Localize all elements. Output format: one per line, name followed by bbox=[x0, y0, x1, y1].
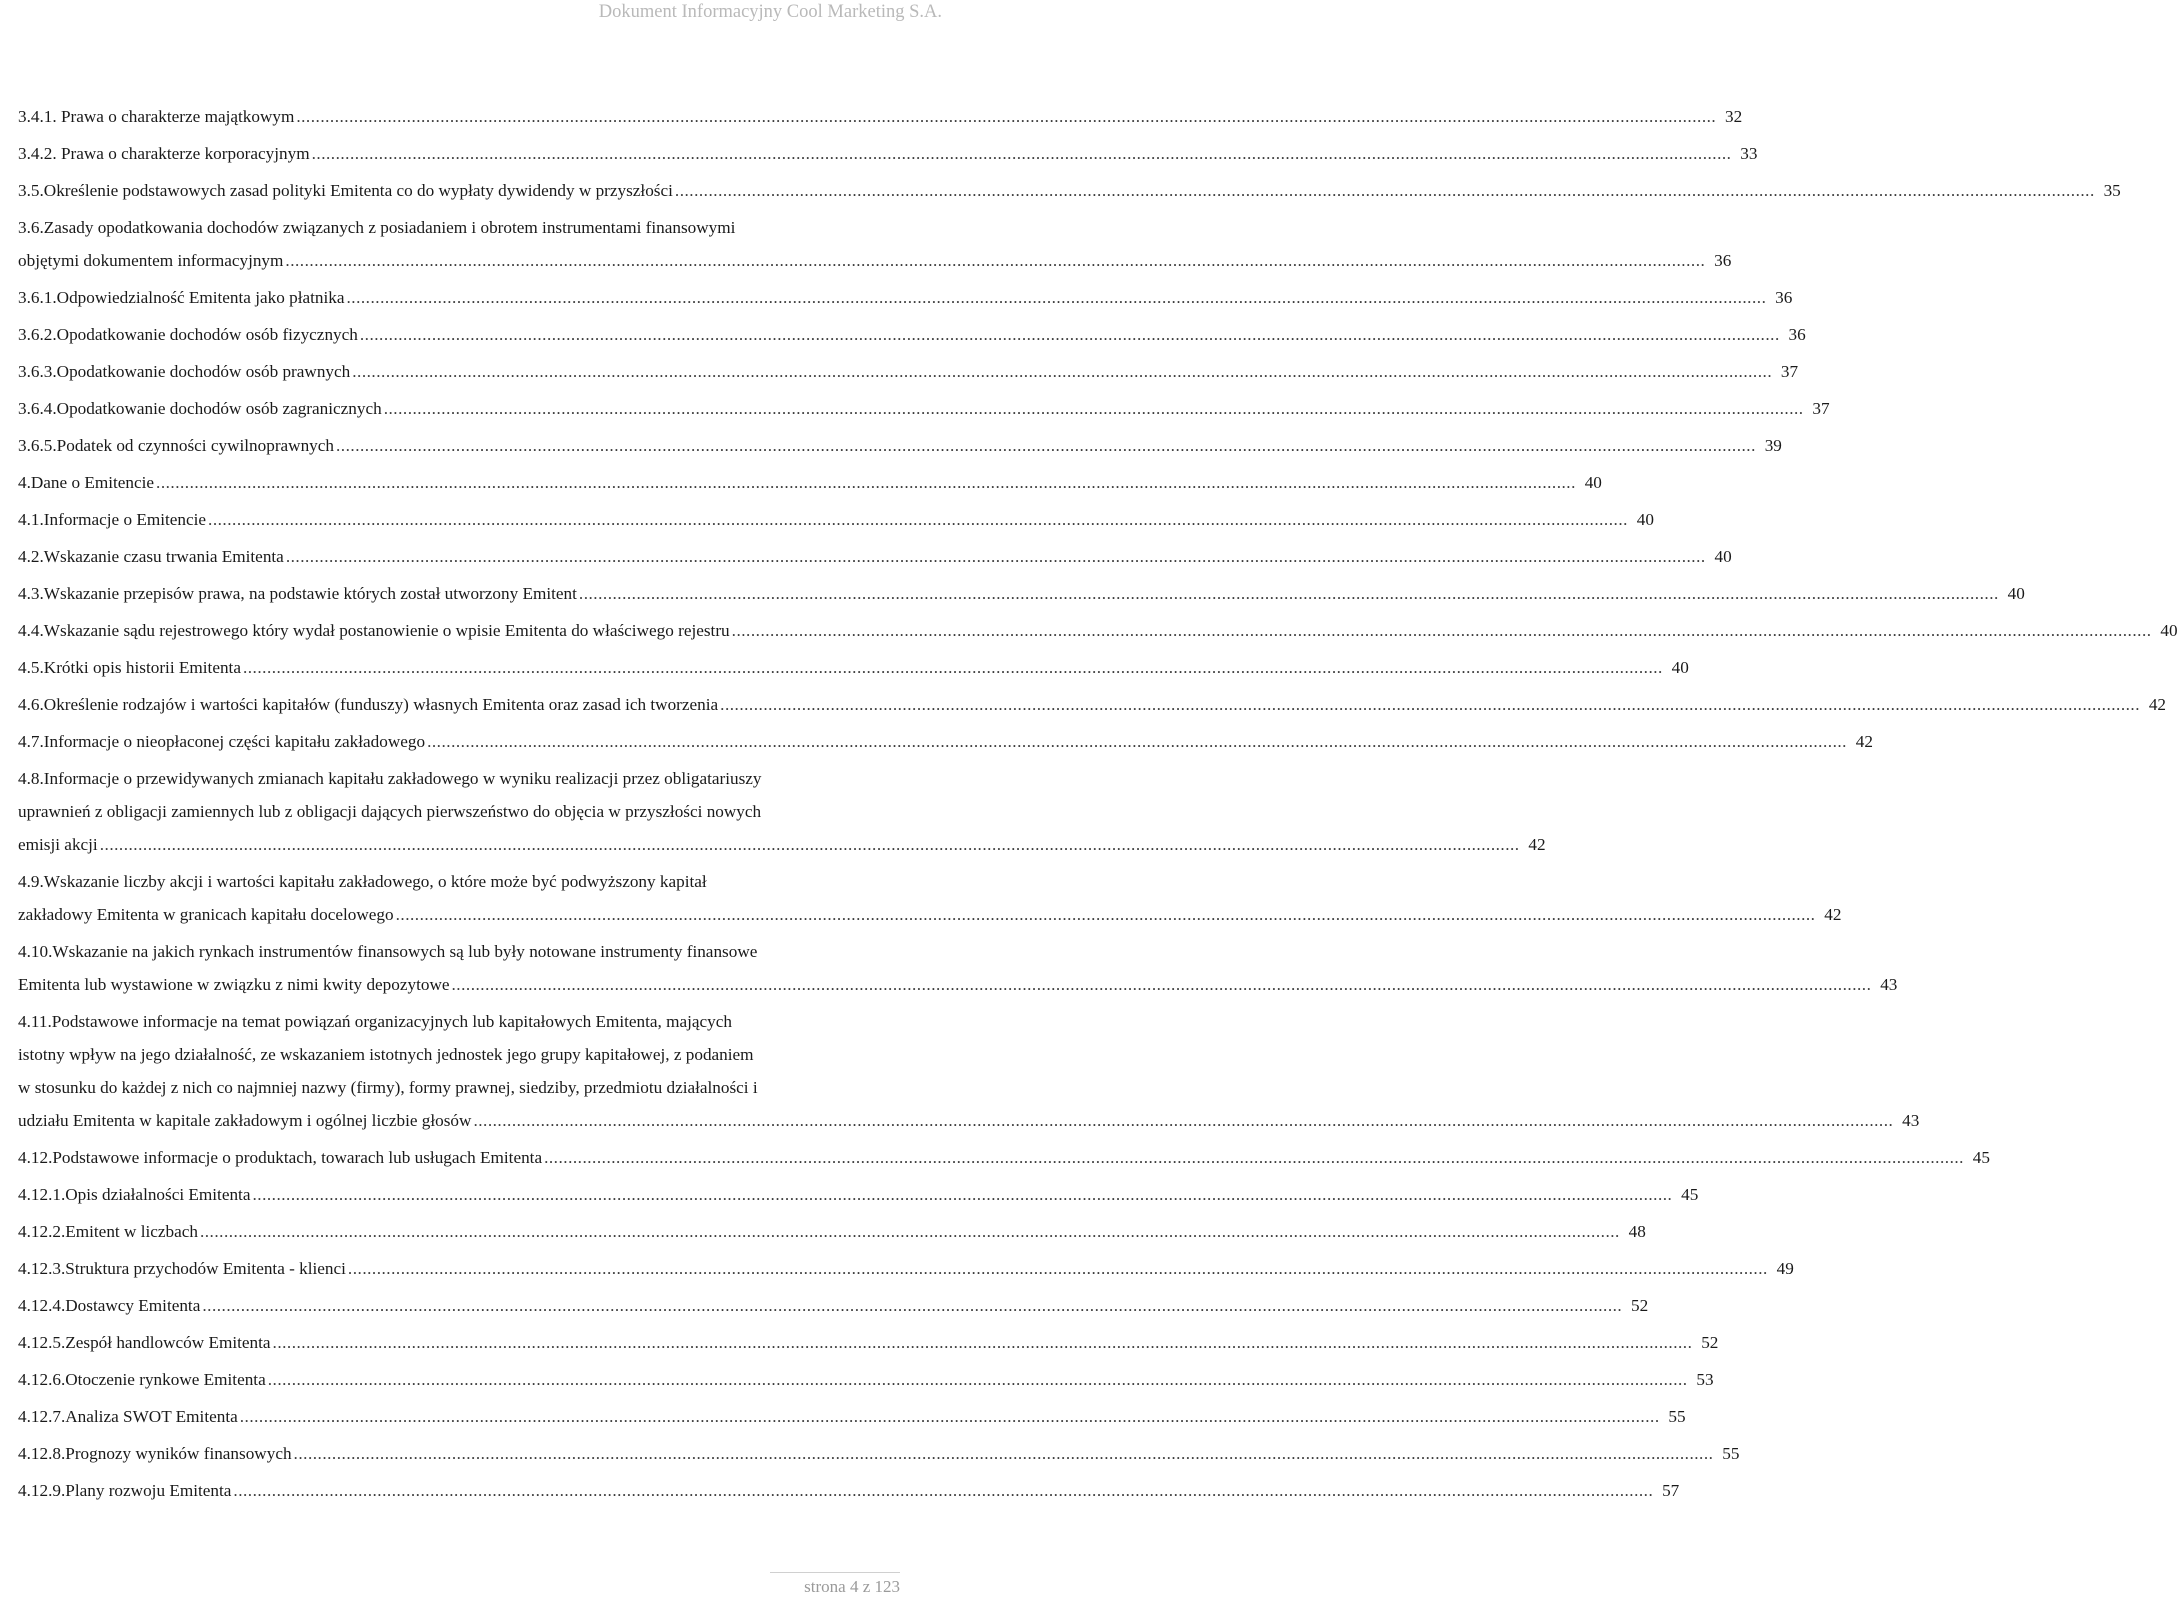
toc-entry-text: 3.5.Określenie podstawowych zasad polityki Emitenta co do wypłaty dywidendy w przyszłości bbox=[18, 181, 673, 200]
toc-entry-text: 4.12.7.Analiza SWOT Emitenta bbox=[18, 1407, 238, 1426]
toc-page-number: 45 bbox=[1681, 1185, 1699, 1204]
toc-dot-leader bbox=[202, 1289, 1622, 1322]
toc-entry-text: 4.5.Krótki opis historii Emitenta bbox=[18, 658, 241, 677]
toc-dot-leader bbox=[240, 1400, 1660, 1433]
toc-page-number: 40 bbox=[2007, 584, 2025, 603]
toc-page-number: 33 bbox=[1740, 144, 1758, 163]
toc-page-number: 42 bbox=[2148, 695, 2167, 714]
toc-page-number: 40 bbox=[1636, 510, 1654, 529]
toc-dot-leader bbox=[312, 137, 1732, 170]
toc-entry[interactable] bbox=[18, 100, 1743, 133]
toc-entry[interactable] bbox=[18, 1437, 1740, 1470]
toc-page-number: 40 bbox=[2160, 621, 2178, 640]
toc-entry[interactable] bbox=[18, 1252, 1794, 1285]
toc-entry[interactable] bbox=[18, 137, 1758, 170]
toc-entry-text: 4.12.1.Opis działalności Emitenta bbox=[18, 1185, 251, 1204]
toc-entry-text: 3.6.5.Podatek od czynności cywilnoprawnych bbox=[18, 436, 334, 455]
toc-page-number: 52 bbox=[1701, 1333, 1719, 1352]
toc-entry-text: 4.3.Wskazanie przepisów prawa, na podstawie których został utworzony Emitent bbox=[18, 584, 577, 603]
toc-page-number: 40 bbox=[1584, 473, 1602, 492]
toc-entry[interactable] bbox=[18, 1400, 1686, 1433]
toc-entry-text: 4.12.3.Struktura przychodów Emitenta - klienci bbox=[18, 1259, 346, 1278]
toc-dot-leader bbox=[352, 355, 1772, 388]
toc-dot-leader bbox=[200, 1215, 1620, 1248]
toc-page-number: 37 bbox=[1780, 362, 1799, 381]
page-number-indicator: strona 4 z 123 bbox=[804, 1577, 900, 1596]
toc-page-number: 43 bbox=[1880, 975, 1898, 994]
toc-page-number: 49 bbox=[1776, 1259, 1794, 1278]
toc-entry-text: w stosunku do każdej z nich co najmniej nazwy (firmy), formy prawnej, siedziby, przedmiotu działalności i bbox=[18, 1078, 758, 1097]
toc-entry[interactable] bbox=[18, 1141, 1990, 1174]
toc-entry-text: 4.10.Wskazanie na jakich rynkach instrumentów finansowych są lub były notowane instrumenty finansowe bbox=[18, 942, 758, 961]
toc-page-number: 55 bbox=[1668, 1407, 1686, 1426]
toc-entry[interactable] bbox=[18, 1363, 1714, 1396]
toc-page-number: 42 bbox=[1528, 835, 1546, 854]
toc-entry[interactable] bbox=[18, 540, 1732, 573]
toc-dot-leader bbox=[273, 1326, 1693, 1359]
toc-entry-text: 3.4.1. Prawa o charakterze majątkowym bbox=[18, 107, 295, 126]
toc-entry[interactable] bbox=[18, 174, 2121, 207]
toc-dot-leader bbox=[268, 1363, 1688, 1396]
toc-page-number: 45 bbox=[1972, 1148, 1990, 1167]
toc-dot-leader bbox=[233, 1474, 1653, 1507]
toc-entry[interactable] bbox=[18, 1215, 1646, 1248]
toc-page-number: 36 bbox=[1775, 288, 1793, 307]
toc-entry-text: udziału Emitenta w kapitale zakładowym i ogólnej liczbie głosów bbox=[18, 1111, 472, 1130]
toc-entry-text: 4.9.Wskazanie liczby akcji i wartości kapitału zakładowego, o które może być podwyższony kapitał bbox=[18, 872, 707, 891]
toc-page-number: 39 bbox=[1764, 436, 1782, 455]
toc-entry-text: 4.4.Wskazanie sądu rejestrowego który wydał postanowienie o wpisie Emitenta do właściwego rejestru bbox=[18, 621, 730, 640]
toc-page-number: 52 bbox=[1631, 1296, 1649, 1315]
toc-entry-text: 4.12.9.Plany rozwoju Emitenta bbox=[18, 1481, 232, 1500]
footer-divider bbox=[770, 1572, 900, 1573]
toc-page-number: 36 bbox=[1788, 325, 1806, 344]
toc-dot-leader bbox=[243, 651, 1663, 684]
toc-entry-text: uprawnień z obligacji zamiennych lub z obligacji dających pierwszeństwo do objęcia w przyszłości nowych bbox=[18, 802, 762, 821]
toc-dot-leader bbox=[720, 688, 2140, 721]
toc-dot-leader bbox=[732, 614, 2152, 647]
toc-entry[interactable] bbox=[18, 935, 1898, 1001]
toc-entry-text: objętymi dokumentem informacyjnym bbox=[18, 251, 284, 270]
document-header-title: Dokument Informacyjny Cool Marketing S.A. bbox=[598, 2, 942, 22]
toc-dot-leader bbox=[346, 281, 1766, 314]
toc-entry[interactable] bbox=[18, 1178, 1699, 1211]
toc-entry-text: 4.8.Informacje o przewidywanych zmianach kapitału zakładowego w wyniku realizacji przez obligatariuszy bbox=[18, 769, 762, 788]
toc-dot-leader bbox=[296, 100, 1716, 133]
toc-dot-leader bbox=[384, 392, 1804, 425]
toc-entry[interactable] bbox=[18, 211, 1732, 277]
toc-entry-text: zakładowy Emitenta w granicach kapitału docelowego bbox=[18, 905, 394, 924]
toc-entry[interactable] bbox=[18, 429, 1782, 462]
toc-page-number: 37 bbox=[1812, 399, 1830, 418]
toc-entry-text: 4.6.Określenie rodzajów i wartości kapitałów (funduszy) własnych Emitenta oraz zasad ich tworzenia bbox=[18, 695, 719, 714]
toc-entry[interactable] bbox=[18, 651, 1689, 684]
toc-dot-leader bbox=[396, 898, 1816, 931]
toc-entry[interactable] bbox=[18, 1474, 1680, 1507]
toc-entry[interactable] bbox=[18, 355, 1799, 388]
toc-page-number: 40 bbox=[1671, 658, 1689, 677]
toc-dot-leader bbox=[579, 577, 1999, 610]
toc-page-number: 42 bbox=[1855, 732, 1873, 751]
toc-dot-leader bbox=[100, 828, 1520, 861]
toc-entry[interactable] bbox=[18, 1289, 1649, 1322]
toc-dot-leader bbox=[208, 503, 1628, 536]
toc-entry[interactable] bbox=[18, 1326, 1719, 1359]
toc-entry-text: 4.7.Informacje o nieopłaconej części kapitału zakładowego bbox=[18, 732, 426, 751]
toc-entry-text: 4.11.Podstawowe informacje na temat powiązań organizacyjnych lub kapitałowych Emitenta, mających bbox=[18, 1012, 732, 1031]
toc-entry-text: 4.1.Informacje o Emitencie bbox=[18, 510, 207, 529]
toc-entry[interactable] bbox=[18, 688, 2167, 721]
toc-entry[interactable] bbox=[18, 577, 2025, 610]
toc-dot-leader bbox=[544, 1141, 1964, 1174]
toc-entry[interactable] bbox=[18, 1005, 1920, 1137]
toc-page-number: 40 bbox=[1714, 547, 1732, 566]
toc-entry[interactable] bbox=[18, 281, 1793, 314]
toc-dot-leader bbox=[286, 540, 1706, 573]
toc-dot-leader bbox=[348, 1252, 1768, 1285]
toc-entry[interactable] bbox=[18, 865, 1842, 931]
toc-dot-leader bbox=[675, 174, 2095, 207]
toc-entry-text: 4.12.8.Prognozy wyników finansowych bbox=[18, 1444, 292, 1463]
table-of-contents bbox=[18, 100, 2178, 1511]
toc-entry-text: istotny wpływ na jego działalność, ze wskazaniem istotnych jednostek jego grupy kapitałowej, z podaniem bbox=[18, 1045, 754, 1064]
toc-entry-text: 3.6.3.Opodatkowanie dochodów osób prawnych bbox=[18, 362, 351, 381]
toc-dot-leader bbox=[360, 318, 1780, 351]
toc-dot-leader bbox=[285, 244, 1705, 277]
toc-page-number: 57 bbox=[1662, 1481, 1680, 1500]
toc-entry-text: 4.12.Podstawowe informacje o produktach, towarach lub usługach Emitenta bbox=[18, 1148, 543, 1167]
toc-page-number: 43 bbox=[1902, 1111, 1920, 1130]
toc-dot-leader bbox=[156, 466, 1576, 499]
toc-entry[interactable] bbox=[18, 503, 1654, 536]
toc-page-number: 53 bbox=[1696, 1370, 1714, 1389]
toc-entry-text: 4.12.4.Dostawcy Emitenta bbox=[18, 1296, 201, 1315]
toc-entry-text: 4.Dane o Emitencie bbox=[18, 473, 155, 492]
toc-entry-text: 4.2.Wskazanie czasu trwania Emitenta bbox=[18, 547, 284, 566]
toc-entry-text: 3.6.2.Opodatkowanie dochodów osób fizycznych bbox=[18, 325, 358, 344]
toc-page-number: 35 bbox=[2103, 181, 2121, 200]
toc-page-number: 55 bbox=[1722, 1444, 1740, 1463]
toc-page-number: 42 bbox=[1824, 905, 1842, 924]
toc-dot-leader bbox=[336, 429, 1756, 462]
toc-entry-text: 4.12.5.Zespół handlowców Emitenta bbox=[18, 1333, 271, 1352]
toc-dot-leader bbox=[473, 1104, 1893, 1137]
toc-entry-text: 3.6.4.Opodatkowanie dochodów osób zagranicznych bbox=[18, 399, 382, 418]
toc-entry[interactable] bbox=[18, 392, 1830, 425]
toc-entry[interactable] bbox=[18, 318, 1806, 351]
toc-entry[interactable] bbox=[18, 725, 1873, 758]
toc-entry-text: 3.4.2. Prawa o charakterze korporacyjnym bbox=[18, 144, 310, 163]
toc-dot-leader bbox=[252, 1178, 1672, 1211]
toc-entry-text: 4.12.6.Otoczenie rynkowe Emitenta bbox=[18, 1370, 266, 1389]
toc-page-number: 36 bbox=[1714, 251, 1732, 270]
toc-dot-leader bbox=[452, 968, 1872, 1001]
toc-entry[interactable] bbox=[18, 614, 2178, 647]
toc-entry-text: Emitenta lub wystawione w związku z nimi kwity depozytowe bbox=[18, 975, 450, 994]
toc-page-number: 48 bbox=[1628, 1222, 1646, 1241]
toc-page-number: 32 bbox=[1725, 107, 1743, 126]
toc-entry-text: 3.6.1.Odpowiedzialność Emitenta jako płatnika bbox=[18, 288, 345, 307]
toc-entry-text: emisji akcji bbox=[18, 835, 98, 854]
toc-entry-text: 4.12.2.Emitent w liczbach bbox=[18, 1222, 198, 1241]
toc-entry-text: 3.6.Zasady opodatkowania dochodów związanych z posiadaniem i obrotem instrumentami finansowymi bbox=[18, 218, 736, 237]
toc-entry[interactable] bbox=[18, 762, 1546, 861]
toc-entry[interactable] bbox=[18, 466, 1602, 499]
toc-dot-leader bbox=[294, 1437, 1714, 1470]
toc-dot-leader bbox=[427, 725, 1847, 758]
